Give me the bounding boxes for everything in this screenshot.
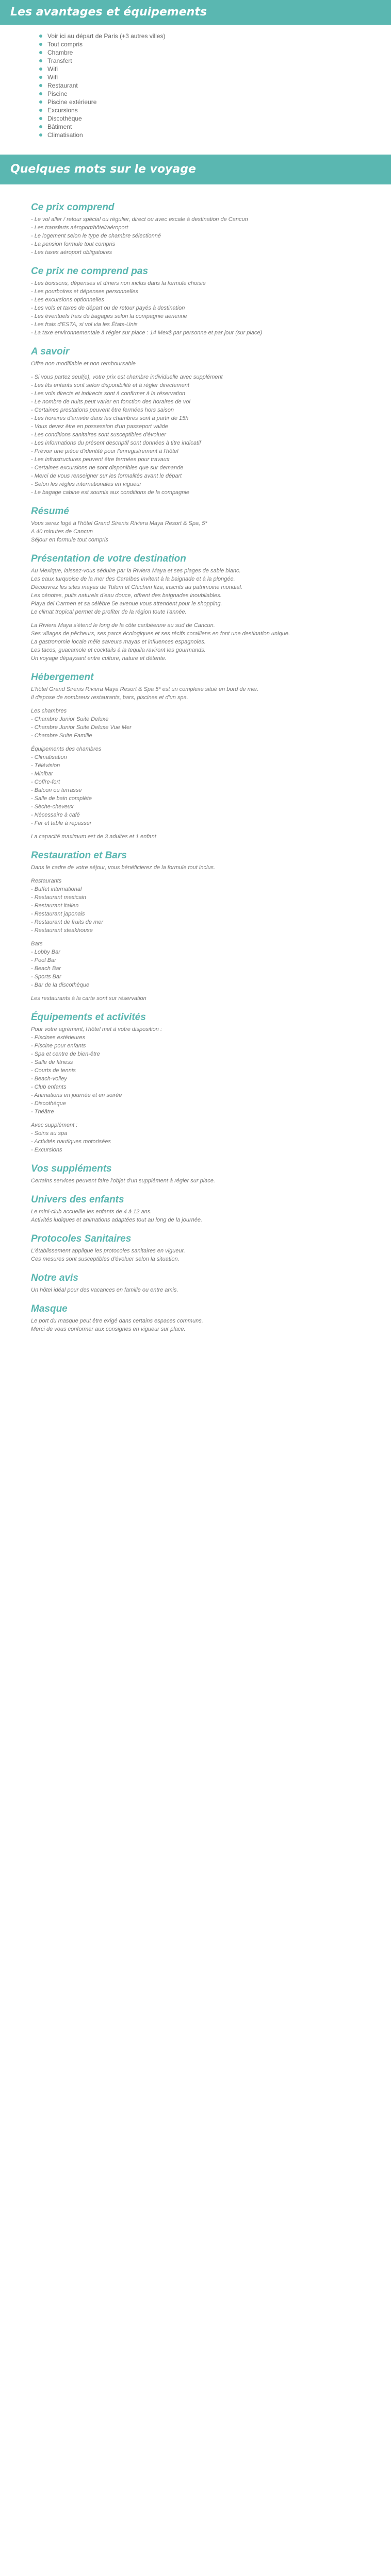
- section-text: - Buffet international: [31, 886, 82, 892]
- section-text: - Lobby Bar: [31, 949, 60, 955]
- section-heading: Protocoles Sanitaires: [31, 1233, 132, 1244]
- section-text: Activités ludiques et animations adaptées tout au long de la journée.: [31, 1217, 203, 1223]
- section-text: - Les vols directs et indirects sont à confirmer à la réservation: [31, 391, 185, 397]
- section-text: - Si vous partez seul(e), votre prix est chambre individuelle avec supplément: [31, 374, 223, 380]
- equipement-label: Wifi: [47, 65, 58, 73]
- section-text: - Les boissons, dépenses et dîners non inclus dans la formule choisie: [31, 280, 206, 286]
- equipement-item: [39, 57, 360, 65]
- voyage-banner: Quelques mots sur le voyage: [0, 155, 391, 184]
- section-text: - Le nombre de nuits peut varier en fonction des horaires de vol: [31, 399, 190, 405]
- bullet-icon: [39, 76, 42, 79]
- section-text: - Chambre Junior Suite Deluxe Vue Mer: [31, 724, 132, 731]
- section-heading: Restauration et Bars: [31, 850, 127, 861]
- section-text: Pour votre agrément, l'hôtel met à votre disposition :: [31, 1026, 162, 1032]
- section-heading: Univers des enfants: [31, 1194, 124, 1205]
- section-text: Séjour en formule tout compris: [31, 537, 108, 543]
- section-text: - Merci de vous renseigner sur les formalités avant le départ: [31, 473, 182, 479]
- equipement-label: Discothèque: [47, 115, 82, 122]
- section-text: A 40 minutes de Cancun: [31, 529, 93, 535]
- equipement-label: Tout compris: [47, 41, 83, 48]
- section-text: Les eaux turquoise de la mer des Caraïbes invitent à la baignade et à la plongée.: [31, 576, 235, 582]
- equipements-banner: Les avantages et équipements: [0, 0, 391, 25]
- section-text: - La taxe environnementale à régler sur place : 14 Mex$ par personne et par jour (sur place): [31, 330, 263, 336]
- section-text: - Les frais d'ESTA, si vol via les États-Unis: [31, 321, 138, 328]
- section-text: - Restaurant italien: [31, 903, 79, 909]
- section-text: - Salle de fitness: [31, 1059, 73, 1065]
- equipement-item: [39, 48, 360, 57]
- section-text: - Certaines excursions ne sont disponibles que sur demande: [31, 465, 184, 471]
- section-text: - Chambre Suite Famille: [31, 733, 92, 739]
- section-text: - Sports Bar: [31, 974, 61, 980]
- section-text: - Beach-volley: [31, 1076, 67, 1082]
- equipement-item: [39, 98, 360, 106]
- section-text: Merci de vous conformer aux consignes en vigueur sur place.: [31, 1326, 186, 1332]
- spacer: [31, 872, 360, 877]
- section-text: Offre non modifiable et non remboursable: [31, 361, 136, 367]
- spacer: [31, 989, 360, 994]
- section-text: - Courts de tennis: [31, 1067, 76, 1074]
- section-text: - Le logement selon le type de chambre sélectionné: [31, 233, 161, 239]
- bullet-icon: [39, 92, 42, 95]
- bullet-icon: [39, 100, 42, 104]
- section-heading: Présentation de votre destination: [31, 553, 186, 564]
- section-text: L'hôtel Grand Sirenis Riviera Maya Resort & Spa 5* est un complexe situé en bord de mer.: [31, 686, 259, 692]
- section-text: - Les taxes aéroport obligatoires: [31, 249, 112, 256]
- section-heading: Vos suppléments: [31, 1163, 112, 1174]
- section-heading: Ce prix ne comprend pas: [31, 266, 149, 277]
- section-text: Avec supplément :: [31, 1122, 78, 1128]
- spacer: [31, 616, 360, 621]
- section-text: - Restaurant japonais: [31, 911, 85, 917]
- section-text: Certains services peuvent faire l'objet d'un supplément à régler sur place.: [31, 1178, 216, 1184]
- section-heading: Équipements et activités: [31, 1012, 146, 1023]
- section-text: - Les transferts aéroport/hôtel/aéroport: [31, 225, 128, 231]
- section-text: - Discothèque: [31, 1100, 66, 1107]
- section-text: - Prévoir une pièce d'identité pour l'enregistrement à l'hôtel: [31, 448, 178, 454]
- section-text: - Certaines prestations peuvent être fermées hors saison: [31, 407, 174, 413]
- bullet-icon: [39, 59, 42, 62]
- equipement-item: [39, 106, 360, 114]
- section-heading: Hébergement: [31, 672, 94, 683]
- section-text: - Les horaires d'arrivée dans les chambres sont à partir de 15h: [31, 415, 189, 421]
- section-text: Restaurants: [31, 878, 62, 884]
- section-text: - Vous devez être en possession d'un passeport valide: [31, 423, 168, 430]
- equipement-item: [39, 81, 360, 90]
- section-text: La gastronomie locale mêle saveurs mayas et influences espagnoles.: [31, 639, 206, 645]
- section-text: - Minibar: [31, 771, 53, 777]
- section-text: Ces mesures sont susceptibles d'évoluer selon la situation.: [31, 1256, 180, 1262]
- section-text: - Les infrastructures peuvent être fermées pour travaux: [31, 456, 170, 463]
- section-text: Un hôtel idéal pour des vacances en famille ou entre amis.: [31, 1287, 178, 1293]
- section-text: Le mini-club accueille les enfants de 4 à 12 ans.: [31, 1209, 152, 1215]
- bullet-icon: [39, 133, 42, 137]
- section-text: Équipements des chambres: [31, 746, 102, 752]
- equipement-item: [39, 65, 360, 73]
- section-text: - Bar de la discothèque: [31, 982, 90, 988]
- section-text: - Salle de bain complète: [31, 795, 92, 802]
- section-text: Ses villages de pêcheurs, ses parcs écologiques et ses récifs coralliens en font une destination unique.: [31, 631, 290, 637]
- equipement-label: Wifi: [47, 74, 58, 81]
- section-text: - Le vol aller / retour spécial ou régulier, direct ou avec escale à destination de Cancun: [31, 216, 248, 223]
- spacer: [31, 935, 360, 940]
- section-text: Le climat tropical permet de profiter de la région toute l'année.: [31, 609, 187, 615]
- section-text: Dans le cadre de votre séjour, vous bénéficierez de la formule tout inclus.: [31, 865, 216, 871]
- section-text: La capacité maximum est de 3 adultes et 1 enfant: [31, 834, 156, 840]
- section-text: - Pool Bar: [31, 957, 56, 963]
- section-text: - Club enfants: [31, 1084, 67, 1090]
- equipement-label: Voir ici au départ de Paris (+3 autres villes): [47, 32, 166, 40]
- equipement-item: [39, 114, 360, 123]
- section-text: - Beach Bar: [31, 965, 61, 972]
- bullet-icon: [39, 43, 42, 46]
- section-text: Il dispose de nombreux restaurants, bars, piscines et d'un spa.: [31, 694, 188, 701]
- section-text: - Piscine pour enfants: [31, 1043, 86, 1049]
- section-text: - Selon les règles internationales en vigueur: [31, 481, 142, 487]
- section-heading: A savoir: [31, 346, 70, 357]
- equipement-label: Chambre: [47, 49, 73, 56]
- equipement-item: [39, 32, 360, 40]
- section-text: - Restaurant steakhouse: [31, 927, 93, 934]
- section-text: - Soins au spa: [31, 1130, 68, 1137]
- section-text: - Climatisation: [31, 754, 67, 760]
- section-text: Un voyage dépaysant entre culture, nature et détente.: [31, 655, 167, 662]
- section-heading: Notre avis: [31, 1273, 78, 1283]
- spacer: [31, 368, 360, 373]
- section-text: - Animations en journée et en soirée: [31, 1092, 122, 1098]
- section-text: - Activités nautiques motorisées: [31, 1139, 111, 1145]
- section-text: Les tacos, guacamole et cocktails à la tequila raviront les gourmands.: [31, 647, 206, 653]
- section-text: - Le bagage cabine est soumis aux conditions de la compagnie: [31, 489, 189, 496]
- section-text: - Télévision: [31, 762, 60, 769]
- section-text: - Les vols et taxes de départ ou de retour payés à destination: [31, 305, 185, 311]
- bullet-icon: [39, 51, 42, 54]
- equipement-label: Excursions: [47, 107, 78, 114]
- section-text: - Nécessaire à café: [31, 812, 80, 818]
- section-text: Vous serez logé à l'hôtel Grand Sirenis Riviera Maya Resort & Spa, 5*: [31, 520, 207, 527]
- section-text: - Les éventuels frais de bagages selon la compagnie aérienne: [31, 313, 187, 319]
- section-text: Au Mexique, laissez-vous séduire par la Riviera Maya et ses plages de sable blanc.: [31, 568, 241, 574]
- section-text: - Les lits enfants sont selon disponibilité et à régler directement: [31, 382, 189, 388]
- equipement-label: Transfert: [47, 57, 72, 64]
- equipement-label: Piscine: [47, 90, 68, 97]
- section-text: - Chambre Junior Suite Deluxe: [31, 716, 109, 722]
- bullet-icon: [39, 125, 42, 128]
- spacer: [31, 702, 360, 707]
- section-text: - Les excursions optionnelles: [31, 297, 104, 303]
- section-text: - Balcon ou terrasse: [31, 787, 82, 793]
- section-heading: Ce prix comprend: [31, 202, 115, 213]
- spacer: [31, 740, 360, 745]
- bullet-icon: [39, 35, 42, 38]
- section-text: - La pension formule tout compris: [31, 241, 116, 247]
- equipement-label: Bâtiment: [47, 123, 72, 130]
- section-text: L'établissement applique les protocoles sanitaires en vigueur.: [31, 1248, 185, 1254]
- equipements-list: [31, 32, 360, 139]
- section-text: La Riviera Maya s'étend le long de la côte caribéenne au sud de Cancun.: [31, 622, 215, 629]
- section-text: - Les informations du présent descriptif sont données à titre indicatif: [31, 440, 201, 446]
- section-text: - Les pourboires et dépenses personnelles: [31, 289, 138, 295]
- section-text: - Sèche-cheveux: [31, 804, 74, 810]
- spacer: [31, 827, 360, 833]
- section-text: - Les conditions sanitaires sont susceptibles d'évoluer: [31, 432, 166, 438]
- section-text: - Restaurant mexicain: [31, 894, 86, 901]
- section-text: - Spa et centre de bien-être: [31, 1051, 100, 1057]
- equipement-label: Restaurant: [47, 82, 78, 89]
- equipement-item: [39, 90, 360, 98]
- section-text: - Coffre-fort: [31, 779, 60, 785]
- section-text: Bars: [31, 941, 43, 947]
- section-text: - Théâtre: [31, 1109, 54, 1115]
- section-text: - Fer et table à repasser: [31, 820, 92, 826]
- section-text: - Piscines extérieures: [31, 1035, 86, 1041]
- equipement-label: Piscine extérieure: [47, 98, 97, 106]
- spacer: [31, 1116, 360, 1121]
- equipement-item: [39, 131, 360, 139]
- bullet-icon: [39, 109, 42, 112]
- section-text: Les restaurants à la carte sont sur réservation: [31, 995, 146, 1002]
- section-heading: Masque: [31, 1303, 68, 1314]
- equipement-item: [39, 123, 360, 131]
- section-text: Découvrez les sites mayas de Tulum et Chichen Itza, inscrits au patrimoine mondial.: [31, 584, 243, 590]
- bullet-icon: [39, 84, 42, 87]
- equipement-item: [39, 40, 360, 48]
- equipement-item: [39, 73, 360, 81]
- section-text: Le port du masque peut être exigé dans certains espaces communs.: [31, 1318, 203, 1324]
- voyage-content: [0, 184, 391, 1333]
- bullet-icon: [39, 67, 42, 71]
- section-text: - Restaurant de fruits de mer: [31, 919, 104, 925]
- section-text: Les cénotes, puits naturels d'eau douce, offrent des baignades inoubliables.: [31, 592, 222, 599]
- section-text: - Excursions: [31, 1147, 62, 1153]
- section-text: Playa del Carmen et sa célèbre 5e avenue vous attendent pour le shopping.: [31, 601, 222, 607]
- bullet-icon: [39, 117, 42, 120]
- equipement-label: Climatisation: [47, 131, 83, 139]
- section-text: Les chambres: [31, 708, 67, 714]
- section-heading: Résumé: [31, 506, 69, 517]
